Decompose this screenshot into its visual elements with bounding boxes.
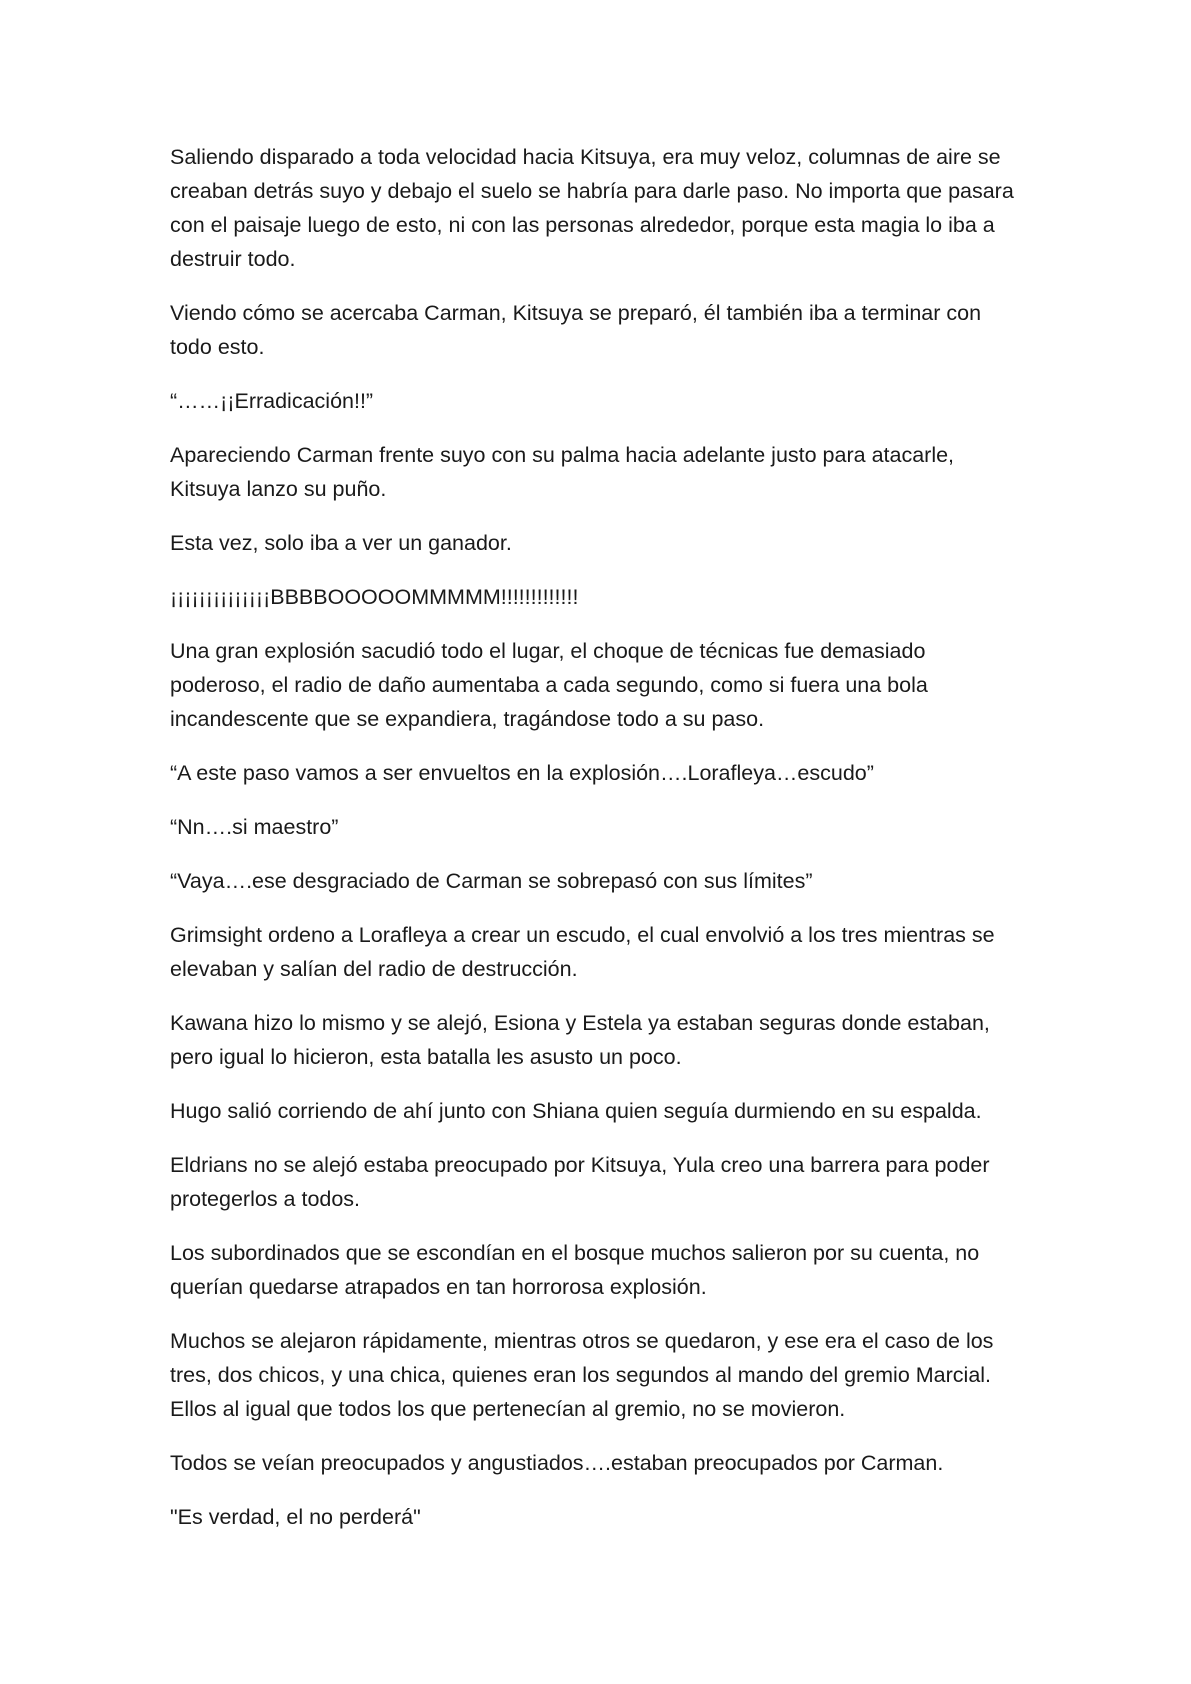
paragraph: Kawana hizo lo mismo y se alejó, Esiona y Estela ya estaban seguras donde estaban, pero igual lo hicieron, esta batalla les asusto un poco. — [170, 1011, 990, 1069]
dialogue-line: “A este paso vamos a ser envueltos en la explosión….Lorafleya…escudo” — [170, 761, 874, 785]
paragraph: Viendo cómo se acercaba Carman, Kitsuya se preparó, él también iba a terminar con todo esto. — [170, 301, 982, 359]
paragraph: Eldrians no se alejó estaba preocupado por Kitsuya, Yula creo una barrera para poder protegerlos a todos. — [170, 1153, 990, 1211]
dialogue-line: "Es verdad, el no perderá" — [170, 1505, 421, 1529]
paragraph: Una gran explosión sacudió todo el lugar, el choque de técnicas fue demasiado poderoso, el radio de daño aumentaba a cada segundo, como si fuera una bola incandescente que se expandiera, tragándose todo a su paso. — [170, 639, 928, 731]
dialogue-line: “……¡¡Erradicación!!” — [170, 389, 374, 413]
paragraph: Todos se veían preocupados y angustiados….estaban preocupados por Carman. — [170, 1451, 944, 1475]
document-body — [170, 140, 1020, 1554]
paragraph: Muchos se alejaron rápidamente, mientras otros se quedaron, y ese era el caso de los tres, dos chicos, y una chica, quienes eran los segundos al mando del gremio Marcial. Ellos al igual que todos los que pertenecían al gremio, no se movieron. — [170, 1329, 994, 1421]
paragraph: Saliendo disparado a toda velocidad hacia Kitsuya, era muy veloz, columnas de aire se creaban detrás suyo y debajo el suelo se habría para darle paso. No importa que pasara con el paisaje luego de esto, ni con las personas alrededor, porque esta magia lo iba a destruir todo. — [170, 145, 1014, 271]
sound-effect-line: ¡¡¡¡¡¡¡¡¡¡¡¡¡¡BBBBOOOOOMMMMM!!!!!!!!!!!!! — [170, 585, 579, 609]
paragraph: Los subordinados que se escondían en el bosque muchos salieron por su cuenta, no querían quedarse atrapados en tan horrorosa explosión. — [170, 1241, 980, 1299]
paragraph: Apareciendo Carman frente suyo con su palma hacia adelante justo para atacarle, Kitsuya lanzo su puño. — [170, 443, 955, 501]
paragraph: Esta vez, solo iba a ver un ganador. — [170, 531, 512, 555]
dialogue-line: “Vaya….ese desgraciado de Carman se sobrepasó con sus límites” — [170, 869, 813, 893]
paragraph: Grimsight ordeno a Lorafleya a crear un escudo, el cual envolvió a los tres mientras se elevaban y salían del radio de destrucción. — [170, 923, 995, 981]
dialogue-line: “Nn….si maestro” — [170, 815, 339, 839]
paragraph: Hugo salió corriendo de ahí junto con Shiana quien seguía durmiendo en su espalda. — [170, 1099, 982, 1123]
